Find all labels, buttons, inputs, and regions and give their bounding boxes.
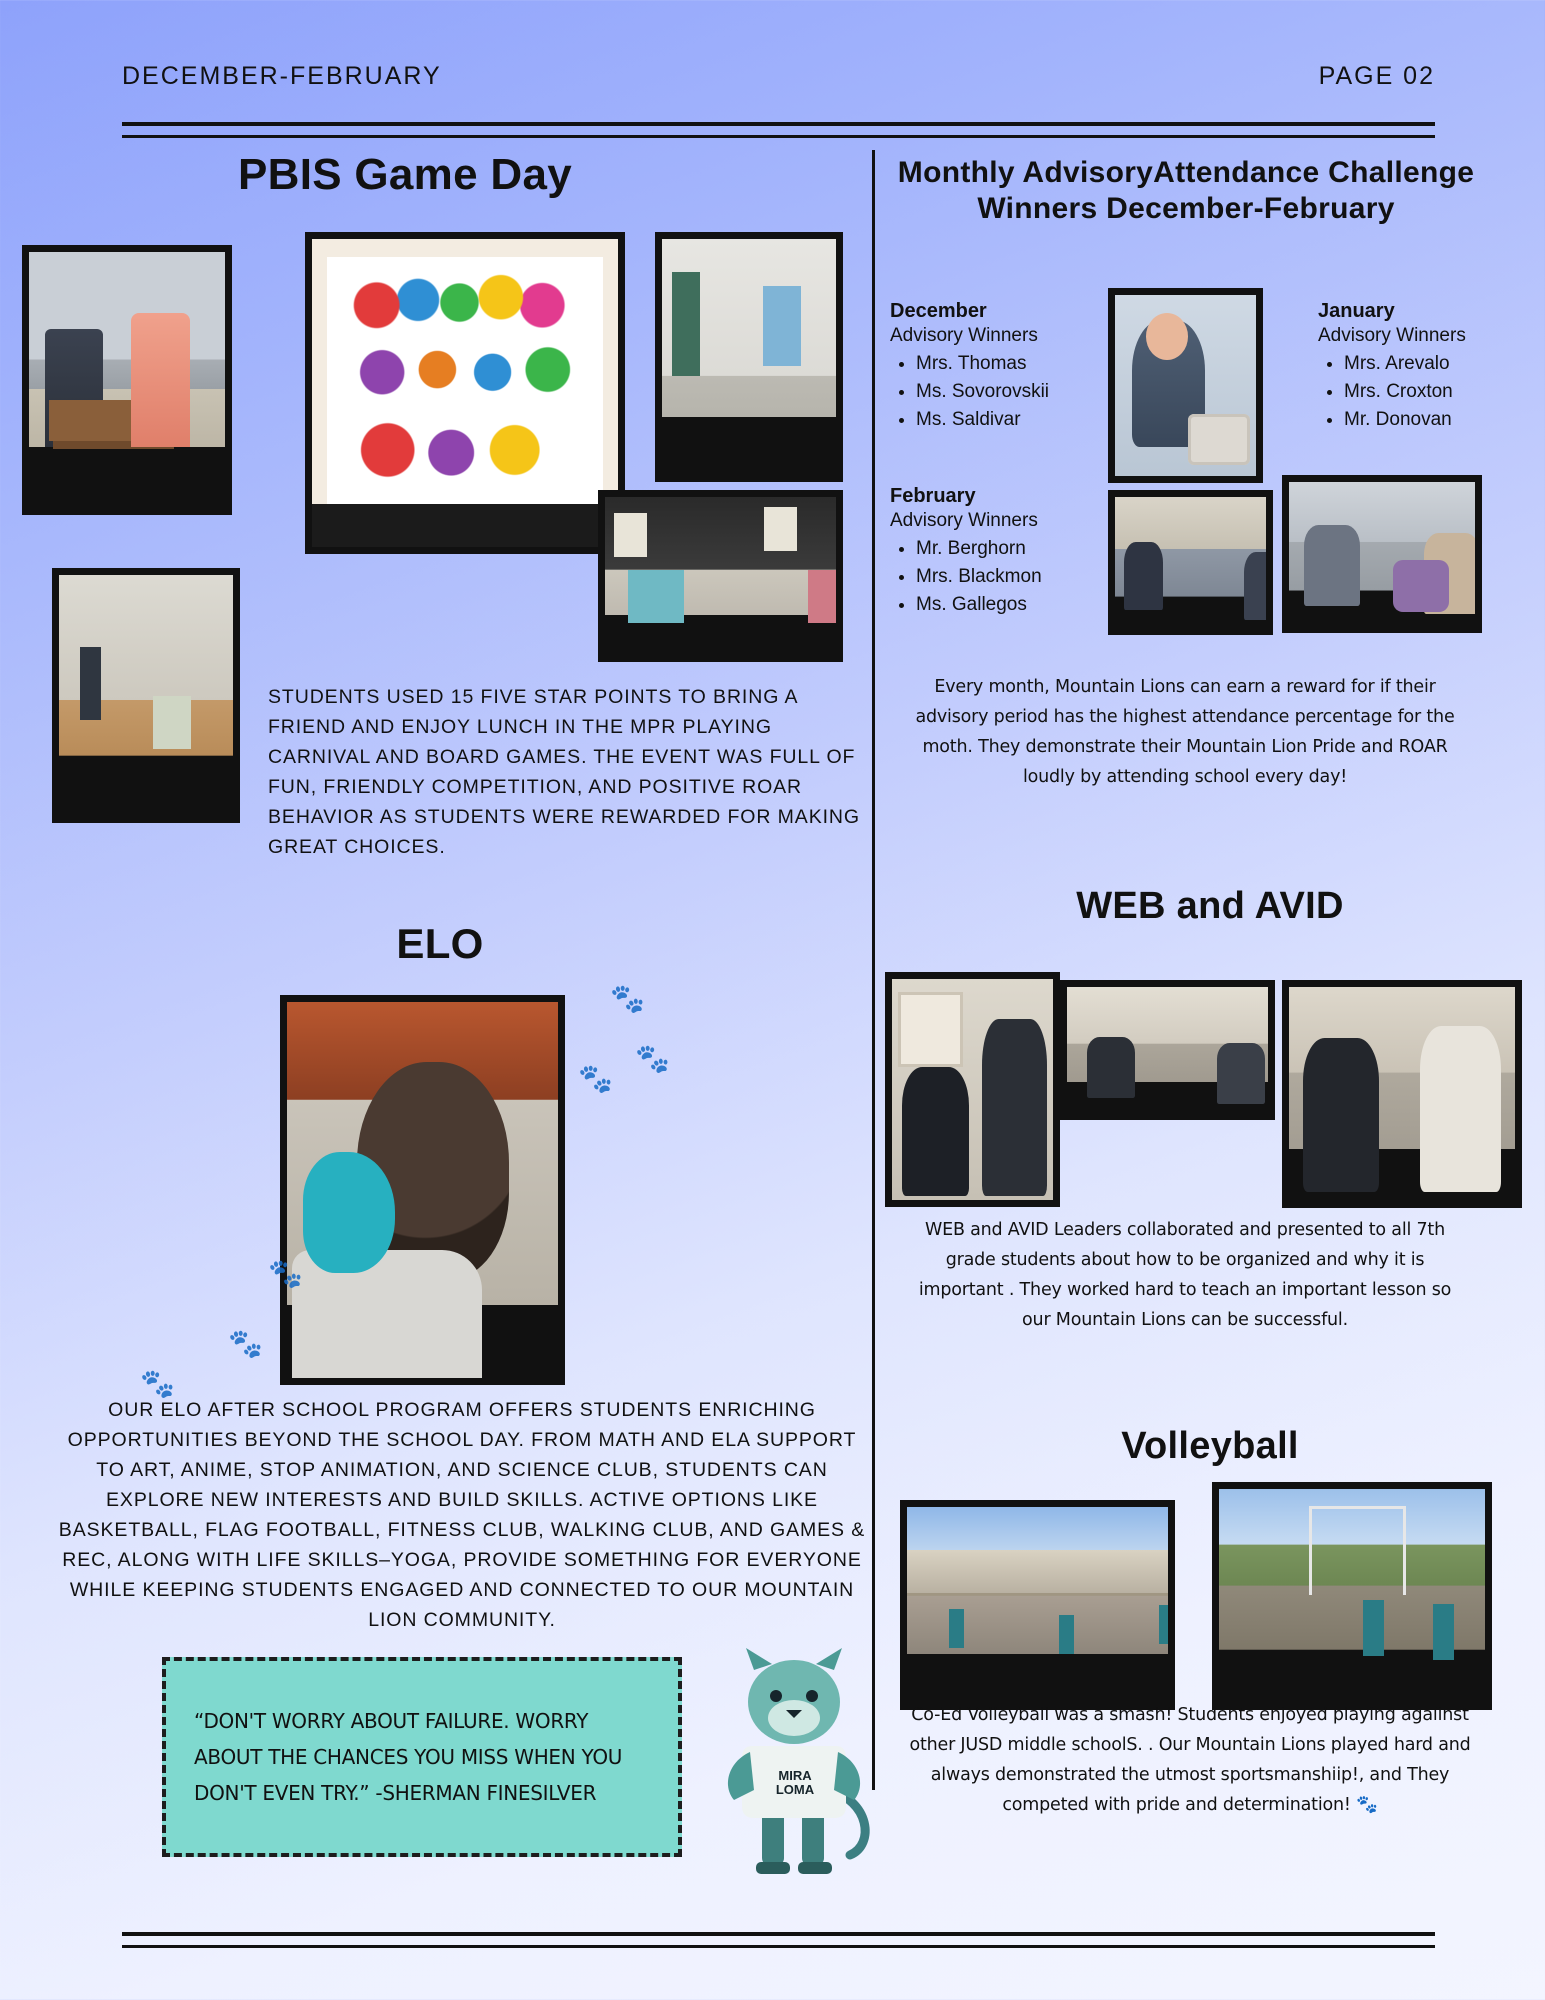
photo-carnival-game-booths (598, 490, 843, 662)
web-avid-section-title: WEB and AVID (1076, 885, 1344, 927)
photo-students-with-backpacks (1282, 980, 1522, 1208)
advisory-column-february (890, 485, 1120, 619)
web-avid-caption: WEB and AVID Leaders collaborated and presented to all 7th grade students about how to be organized and why it is important . They worked hard to teach an important lesson so our Mountain Lions can be successful. (918, 1220, 1452, 1330)
svg-text:MIRA: MIRA (778, 1768, 812, 1783)
bottom-divider-rule (122, 1932, 1435, 1948)
column-divider (872, 150, 875, 1790)
paw-print-icon: 🐾 (268, 1258, 303, 1289)
volleyball-caption: Co-Ed Volleyball was a smash! Students enjoyed playing agaiinst other JUSD middle schoolS. . Our Mountain Lions played hard and always demonstrated the utmost sportsmanshiip!, and They competed with pride and determination! 🐾 (909, 1705, 1471, 1815)
paw-print-icon: 🐾 (140, 1368, 175, 1399)
list-item: • Mr. Donovan (1344, 406, 1545, 434)
list-item: • Mrs. Thomas (916, 350, 1110, 378)
pbis-section-title: PBIS Game Day (237, 150, 573, 199)
paw-print-icon: 🐾 (635, 1043, 670, 1074)
masthead (122, 62, 1435, 91)
top-divider-rule (122, 122, 1435, 138)
photo-classroom-presentation (1060, 980, 1275, 1120)
paw-print-icon: 🐾 (228, 1328, 263, 1359)
photo-student-doing-art-project (280, 995, 565, 1385)
issue-date: DECEMBER-FEBRUARY (122, 62, 442, 90)
mountain-lion-mascot (710, 1640, 880, 1880)
elo-section-title: ELO (396, 920, 484, 967)
advisory-subtitle: Advisory Winners (890, 510, 1038, 531)
advisory-winner-list (890, 535, 1120, 619)
photo-student-holding-lunch-tray (1108, 288, 1263, 483)
advisory-column-december (890, 300, 1110, 434)
photo-students-playing-in-gym (52, 568, 240, 823)
list-item: • Ms. Sovorovskii (916, 378, 1110, 406)
photo-students-at-cafeteria-table (1108, 490, 1273, 635)
advisory-subtitle: Advisory Winners (1318, 325, 1466, 346)
photo-students-presenting-with-poster (885, 972, 1060, 1207)
advisory-month-label: January (1318, 300, 1395, 322)
elo-caption: OUR ELO AFTER SCHOOL PROGRAM OFFERS STUDENTS ENRICHING OPPORTUNITIES BEYOND THE SCHOOL DAY. FROM MATH AND ELA SUPPORT TO ART, ANIME, STOP ANIMATION, AND SCIENCE CLUB, STUDENTS CAN EXPLORE NEW INTERESTS AND BUILD SKILLS. ACTIVE OPTIONS LIKE BASKETBALL, FLAG FOOTBALL, FITNESS CLUB, WALKING CLUB, AND GAMES & REC, ALONG WITH LIFE SKILLS–YOGA, PROVIDE SOMETHING FOR EVERYONE WHILE KEEPING STUDENTS ENGAGED AND CONNECTED TO OUR MOUNTAIN LION COMMUNITY. (58, 1399, 866, 1631)
paw-print-icon: 🐾 (578, 1063, 613, 1094)
advisory-winner-list (1318, 350, 1545, 434)
list-item: • Ms. Gallegos (916, 591, 1120, 619)
quote-box (162, 1657, 682, 1857)
advisory-caption: Every month, Mountain Lions can earn a reward for if their advisory period has the highest attendance percentage for the moth. They demonstrate their Mountain Lion Pride and ROAR loudly by attending school every day! (915, 677, 1455, 787)
paw-print-icon: 🐾 (610, 983, 645, 1014)
advisory-section-title: Monthly AdvisoryAttendance Challenge Winners December-February (897, 156, 1475, 225)
list-item: • Mr. Berghorn (916, 535, 1120, 563)
advisory-subtitle: Advisory Winners (890, 325, 1038, 346)
advisory-month-label: February (890, 485, 976, 507)
photo-volleyball-outside-school (900, 1500, 1175, 1710)
photo-play-games-poster (305, 232, 625, 554)
photo-students-eating-lunch (1282, 475, 1482, 633)
advisory-month-label: December (890, 300, 987, 322)
list-item: • Mrs. Croxton (1344, 378, 1545, 406)
advisory-column-january (1318, 300, 1545, 434)
list-item: • Ms. Saldivar (916, 406, 1110, 434)
photo-volleyball-game-on-field (1212, 1482, 1492, 1710)
quote-text: “DON'T WORRY ABOUT FAILURE. WORRY ABOUT THE CHANCES YOU MISS WHEN YOU DON'T EVEN TRY.” -SHERMAN FINESILVER (194, 1709, 623, 1805)
page-number: PAGE 02 (1318, 62, 1435, 90)
advisory-winner-list (890, 350, 1110, 434)
volleyball-section-title: Volleyball (1121, 1425, 1299, 1467)
photo-students-in-hallway (655, 232, 843, 482)
list-item: • Mrs. Blackmon (916, 563, 1120, 591)
svg-text:LOMA: LOMA (775, 1782, 815, 1797)
pbis-caption: STUDENTS USED 15 FIVE STAR POINTS TO BRING A FRIEND AND ENJOY LUNCH IN THE MPR PLAYING CARNIVAL AND BOARD GAMES. THE EVENT WAS FULL OF FUN, FRIENDLY COMPETITION, AND POSITIVE ROAR BEHAVIOR AS STUDENTS WERE REWARDED FOR MAKING GREAT CHOICES. (268, 686, 860, 858)
list-item: • Mrs. Arevalo (1344, 350, 1545, 378)
photo-students-playing-foosball (22, 245, 232, 515)
